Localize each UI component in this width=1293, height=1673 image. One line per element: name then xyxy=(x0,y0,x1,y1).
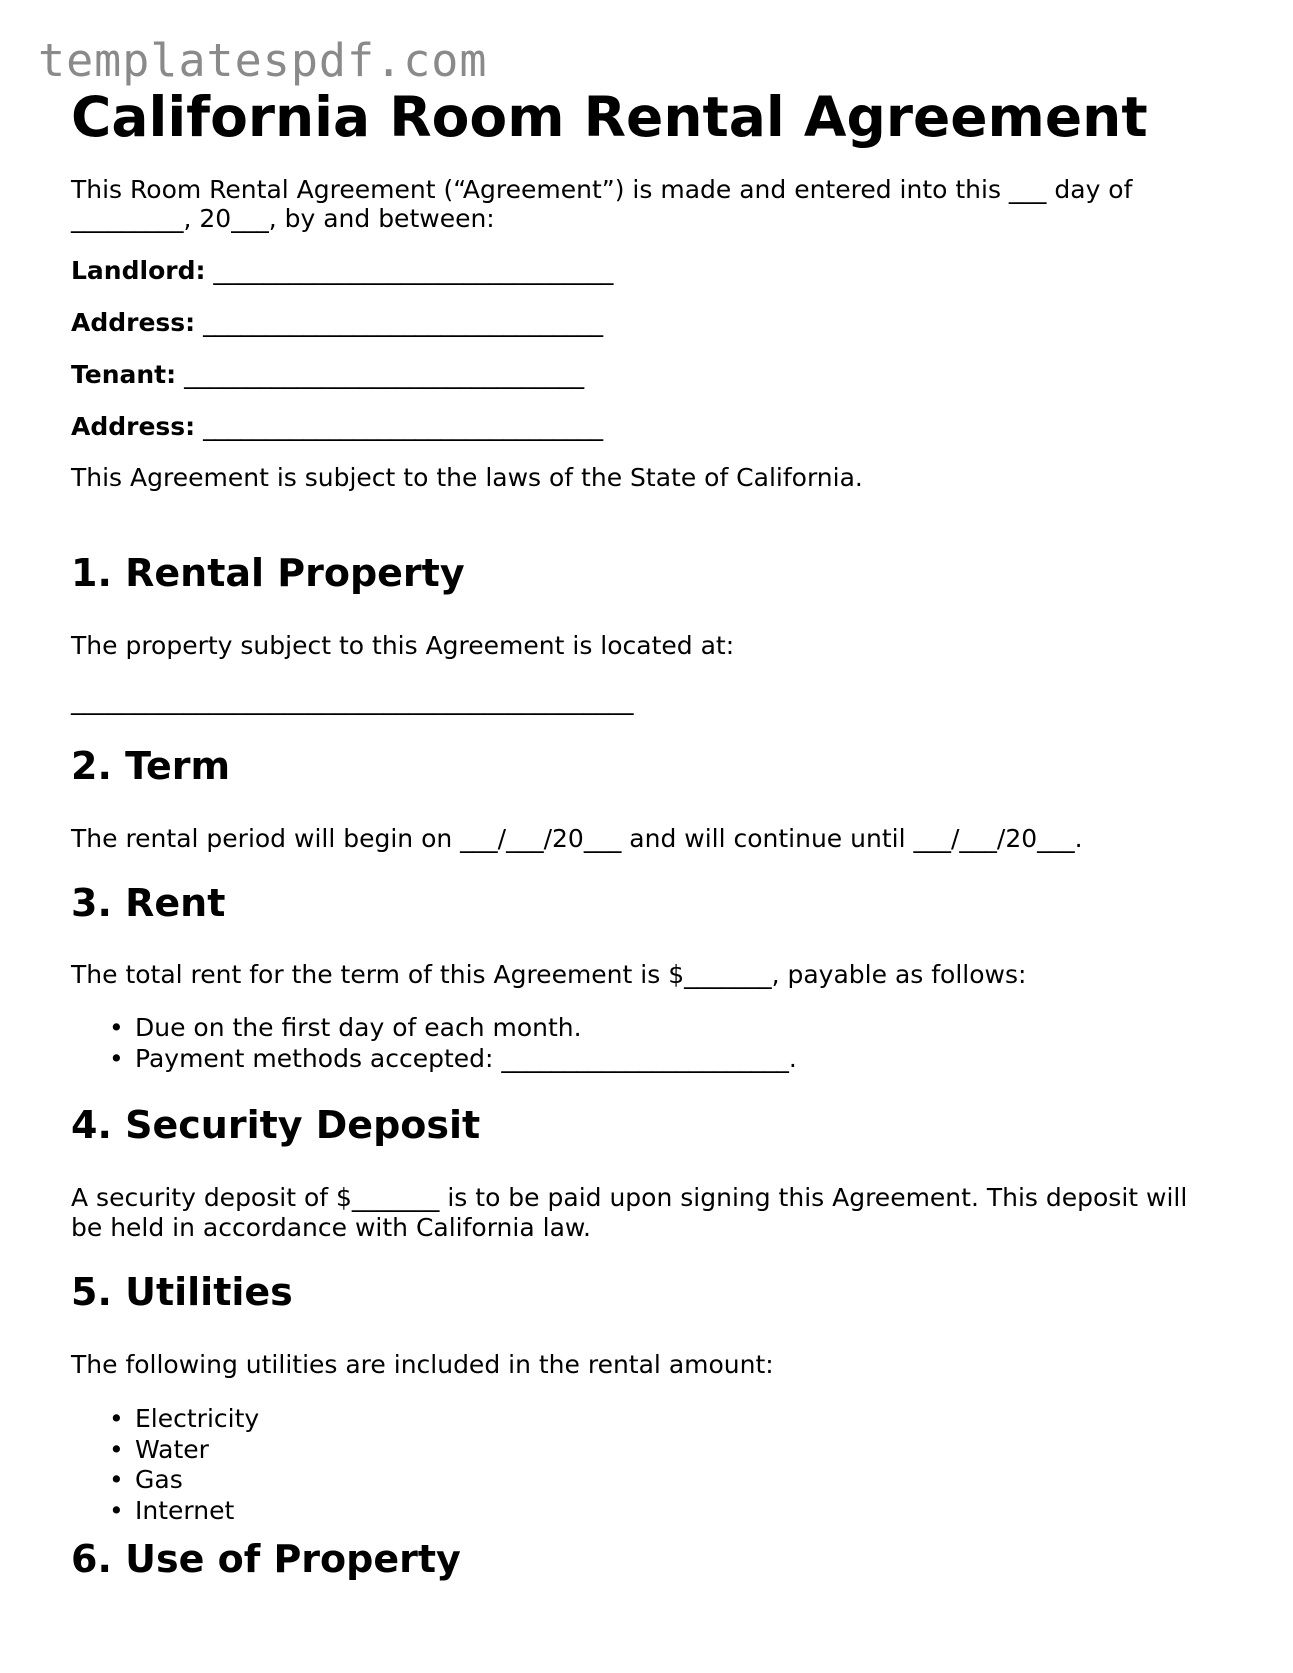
tenant-field xyxy=(71,359,584,390)
section-heading-use-of-property: 6. Use of Property xyxy=(71,1537,461,1581)
deposit-line-1: A security deposit of $_______ is to be paid upon signing this Agreement. This deposit will xyxy=(71,1183,1188,1212)
tenant-blank: ________________________________ xyxy=(184,360,585,389)
section-heading-utilities: 5. Utilities xyxy=(71,1270,293,1314)
bullet-icon: • xyxy=(109,1043,124,1073)
property-text: The property subject to this Agreement is located at: xyxy=(71,631,735,660)
rent-terms-list xyxy=(71,1013,797,1074)
bullet-icon: • xyxy=(109,1465,124,1494)
landlord-address-blank: ________________________________ xyxy=(203,308,604,337)
landlord-address-label: Address: xyxy=(71,308,196,337)
landlord-label: Landlord: xyxy=(71,256,206,285)
list-item: • Payment methods accepted: _______________________. xyxy=(109,1043,797,1073)
utilities-text: The following utilities are included in the rental amount: xyxy=(71,1350,774,1379)
tenant-address-field xyxy=(71,411,603,442)
tenant-label: Tenant: xyxy=(71,360,177,389)
document-title: California Room Rental Agreement xyxy=(71,85,1148,149)
intro-line-2: _________, 20___, by and between: xyxy=(71,204,495,233)
list-item: • Gas xyxy=(109,1465,183,1494)
section-heading-rental-property: 1. Rental Property xyxy=(71,551,465,595)
section-heading-rent: 3. Rent xyxy=(71,881,226,925)
bullet-icon: • xyxy=(109,1013,124,1042)
landlord-field xyxy=(71,255,613,286)
list-item: • Internet xyxy=(109,1495,235,1525)
utilities-list xyxy=(71,1404,259,1526)
list-item: • Due on the first day of each month. xyxy=(109,1013,582,1042)
list-item: • Water xyxy=(109,1434,209,1464)
intro-line-1: This Room Rental Agreement (“Agreement”) is made and entered into this ___ day of xyxy=(71,175,1133,204)
tenant-address-blank: ________________________________ xyxy=(203,412,604,441)
bullet-icon: • xyxy=(109,1495,124,1525)
term-text: The rental period will begin on ___/___/20___ and will continue until ___/___/20___. xyxy=(71,824,1083,853)
section-heading-term: 2. Term xyxy=(71,744,231,788)
bullet-icon: • xyxy=(109,1434,124,1464)
landlord-address-field xyxy=(71,307,603,338)
section-heading-security-deposit: 4. Security Deposit xyxy=(71,1103,481,1147)
landlord-blank: ________________________________ xyxy=(213,256,614,285)
deposit-line-2: be held in accordance with California law. xyxy=(71,1213,591,1242)
governing-law: This Agreement is subject to the laws of the State of California. xyxy=(71,463,863,492)
property-blank: _____________________________________________ xyxy=(71,686,634,715)
list-item: • Electricity xyxy=(109,1404,260,1433)
tenant-address-label: Address: xyxy=(71,412,196,441)
watermark: templatespdf.com xyxy=(38,34,488,87)
bullet-icon: • xyxy=(109,1404,124,1433)
rent-text: The total rent for the term of this Agreement is $_______, payable as follows: xyxy=(71,960,1027,989)
